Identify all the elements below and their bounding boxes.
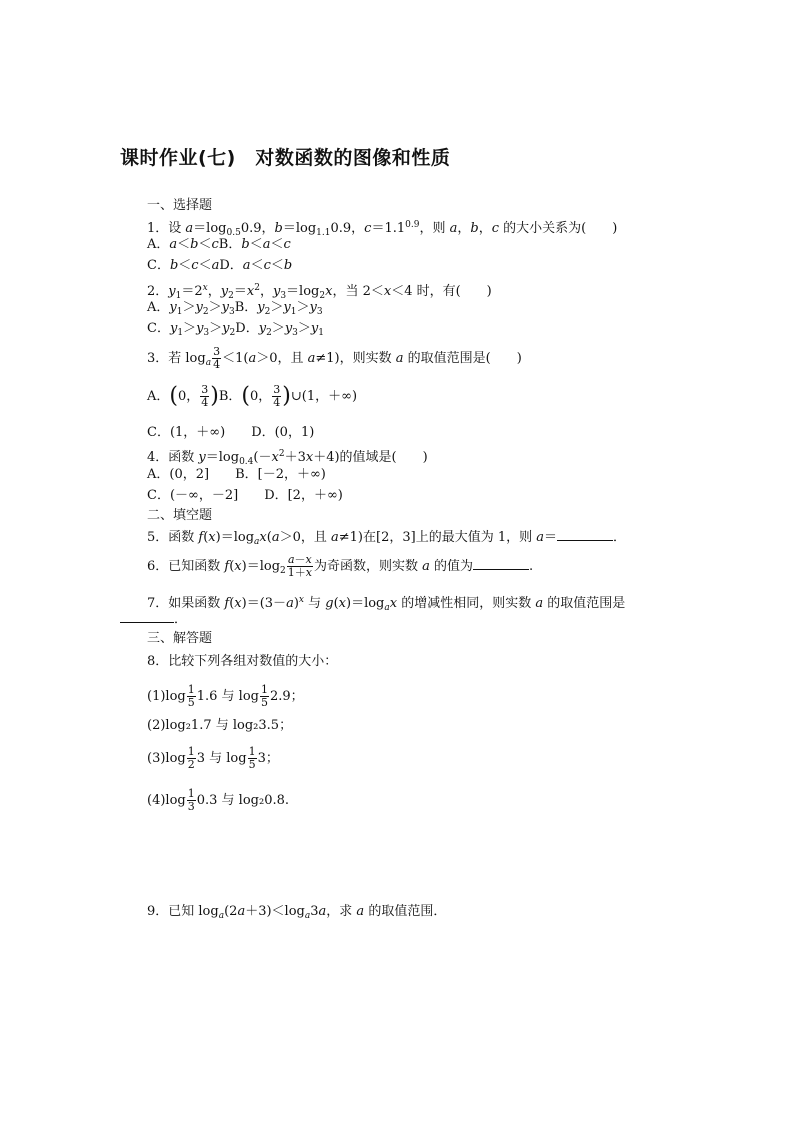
question-4: 4．函数 $y=\log_{0.4}(-x^2+3x+4)$的值域是( ) [147,449,428,467]
question-6: 6．已知函数 $f(x)=\log_2$ $\frac{a-x}{1+x}$ 为奇函数，则实数 a 的值为 . [147,553,534,579]
question-3-options-ab: A．(0， $\frac{3}{4}$ )B．(0， $\frac{3}{4}$ )∪(1，＋∞) [147,383,358,409]
answer-blank-7[interactable] [120,610,174,623]
question-4-options-cd: C．(－∞，－2] D．[2，＋∞) [147,488,343,503]
question-2: 2．$y_1=2^x$，$y_2=x^2$，$y_3=\log_2x$，当 2＜x＜4 时，有( ) [147,283,492,301]
question-5: 5．函数 $f(x)=\log_ax(a>0$，且 a≠1)在[2，3]上的最大值为 1，则 a＝ ． [147,530,627,547]
question-9: 9．已知 $\log_a(2a+3)<\log_a3a$，求 a 的取值范围． [147,904,447,921]
section-heading-solve: 三、解答题 [147,631,213,646]
question-3: 3．若 $\log_a$ $\frac{3}{4}$ ＜1(a＞0，且 a≠1)，则实数 a 的取值范围是( ) [147,345,522,371]
question-3-options-cd: C．(1，＋∞) D．(0，1) [147,425,315,440]
question-8-part-4: (4)log $\frac{1}{3}$ 0.3 与 log₂0.8. [147,787,289,813]
question-1-options-ab: A．a＜b＜cB．b＜a＜c [147,237,291,252]
section-heading-choice: 一、选择题 [147,198,213,213]
question-2-options-cd: C．$y_1>y_3>y_2D$．$y_2>y_3>y_1$ [147,321,325,338]
question-8: 8．比较下列各组对数值的大小： [147,654,338,669]
question-8-part-2: (2)log₂1.7 与 log₂3.5； [147,718,293,733]
question-7-blank-line: ． [120,610,187,629]
answer-blank-5[interactable] [557,528,613,541]
question-8-part-1: (1)log $\frac{1}{5}$ 1.6 与 log $\frac{1}{5}$ 2.9； [147,683,304,709]
section-heading-fill: 二、填空题 [147,508,213,523]
question-4-options-ab: A．(0，2] B．[－2，＋∞) [147,467,326,482]
question-2-options-ab: A．$y_1>y_2>y_3B$．$y_2>y_1>y_3$ [147,300,323,317]
question-1: 1．设 $a=\log_{0.5}0.9$，$b=\log_{1.1}0.9$，$c=1.1^{0.9}$，则 a，b，c 的大小关系为( ) [147,220,618,238]
page-title: 课时作业(七) 对数函数的图像和性质 [120,147,451,169]
answer-blank-6[interactable] [473,557,529,570]
question-7: 7．如果函数 $f(x)=(3-a)^x$ 与 $g(x)=\log_ax$ 的增减性相同，则实数 a 的取值范围是 [147,595,626,613]
question-1-options-cd: C．b＜c＜aD．a＜c＜b [147,258,293,273]
question-8-part-3: (3)log $\frac{1}{2}$ 3 与 log $\frac{1}{5}$ 3； [147,745,279,771]
